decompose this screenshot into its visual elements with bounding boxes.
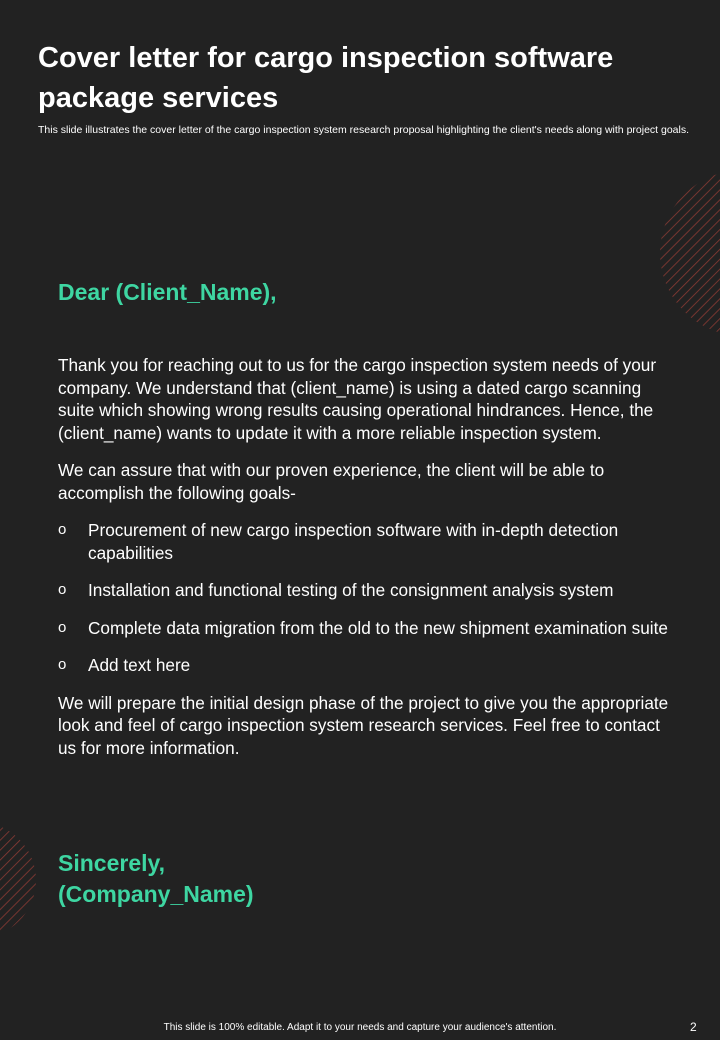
- page-title: Cover letter for cargo inspection software package services: [38, 42, 614, 114]
- footer-note: This slide is 100% editable. Adapt it to your needs and capture your audience's attention.: [163, 1022, 557, 1033]
- list-item: [58, 654, 678, 677]
- company-signature: (Company_Name): [58, 881, 254, 907]
- goal-text: Add text here: [88, 655, 191, 675]
- bullet-icon: o: [58, 521, 67, 538]
- closing-paragraph: We will prepare the initial design phase of the project to give you the appropriate look and feel of cargo inspection system research services. Feel free to contact us for more information.: [58, 692, 669, 758]
- striped-circle-decoration: [0, 820, 40, 940]
- intro-paragraph: Thank you for reaching out to us for the cargo inspection system needs of your company. We understand that (client_name) is using a dated cargo scanning suite which showing wrong results causing operational hindrances. Hence, the (client_name) wants to update it with a more reliable inspection system.: [58, 355, 657, 443]
- letter-body: [58, 354, 678, 774]
- assurance-paragraph: We can assure that with our proven experience, the client will be able to accomplish the following goals-: [58, 460, 605, 503]
- bullet-icon: o: [58, 618, 67, 636]
- list-item: [58, 617, 678, 640]
- page-subtitle: This slide illustrates the cover letter of the cargo inspection system research proposal highlighting the client's needs along with project goals.: [38, 124, 690, 136]
- goal-text: Complete data migration from the old to the new shipment examination suite: [88, 617, 668, 638]
- page-number: 2: [690, 1020, 697, 1034]
- striped-circle-decoration: [660, 170, 720, 340]
- goal-text: Installation and functional testing of the consignment analysis system: [88, 580, 614, 600]
- signoff: Sincerely,: [58, 850, 165, 876]
- bullet-icon: o: [58, 656, 67, 673]
- letter-closing: [58, 848, 254, 910]
- letter-greeting: Dear (Client_Name),: [58, 279, 277, 305]
- bullet-icon: o: [58, 581, 67, 598]
- goals-list: [58, 519, 678, 677]
- list-item: [58, 519, 678, 564]
- list-item: [58, 579, 678, 602]
- goal-text: Procurement of new cargo inspection software with in-depth detection capabilities: [88, 520, 619, 563]
